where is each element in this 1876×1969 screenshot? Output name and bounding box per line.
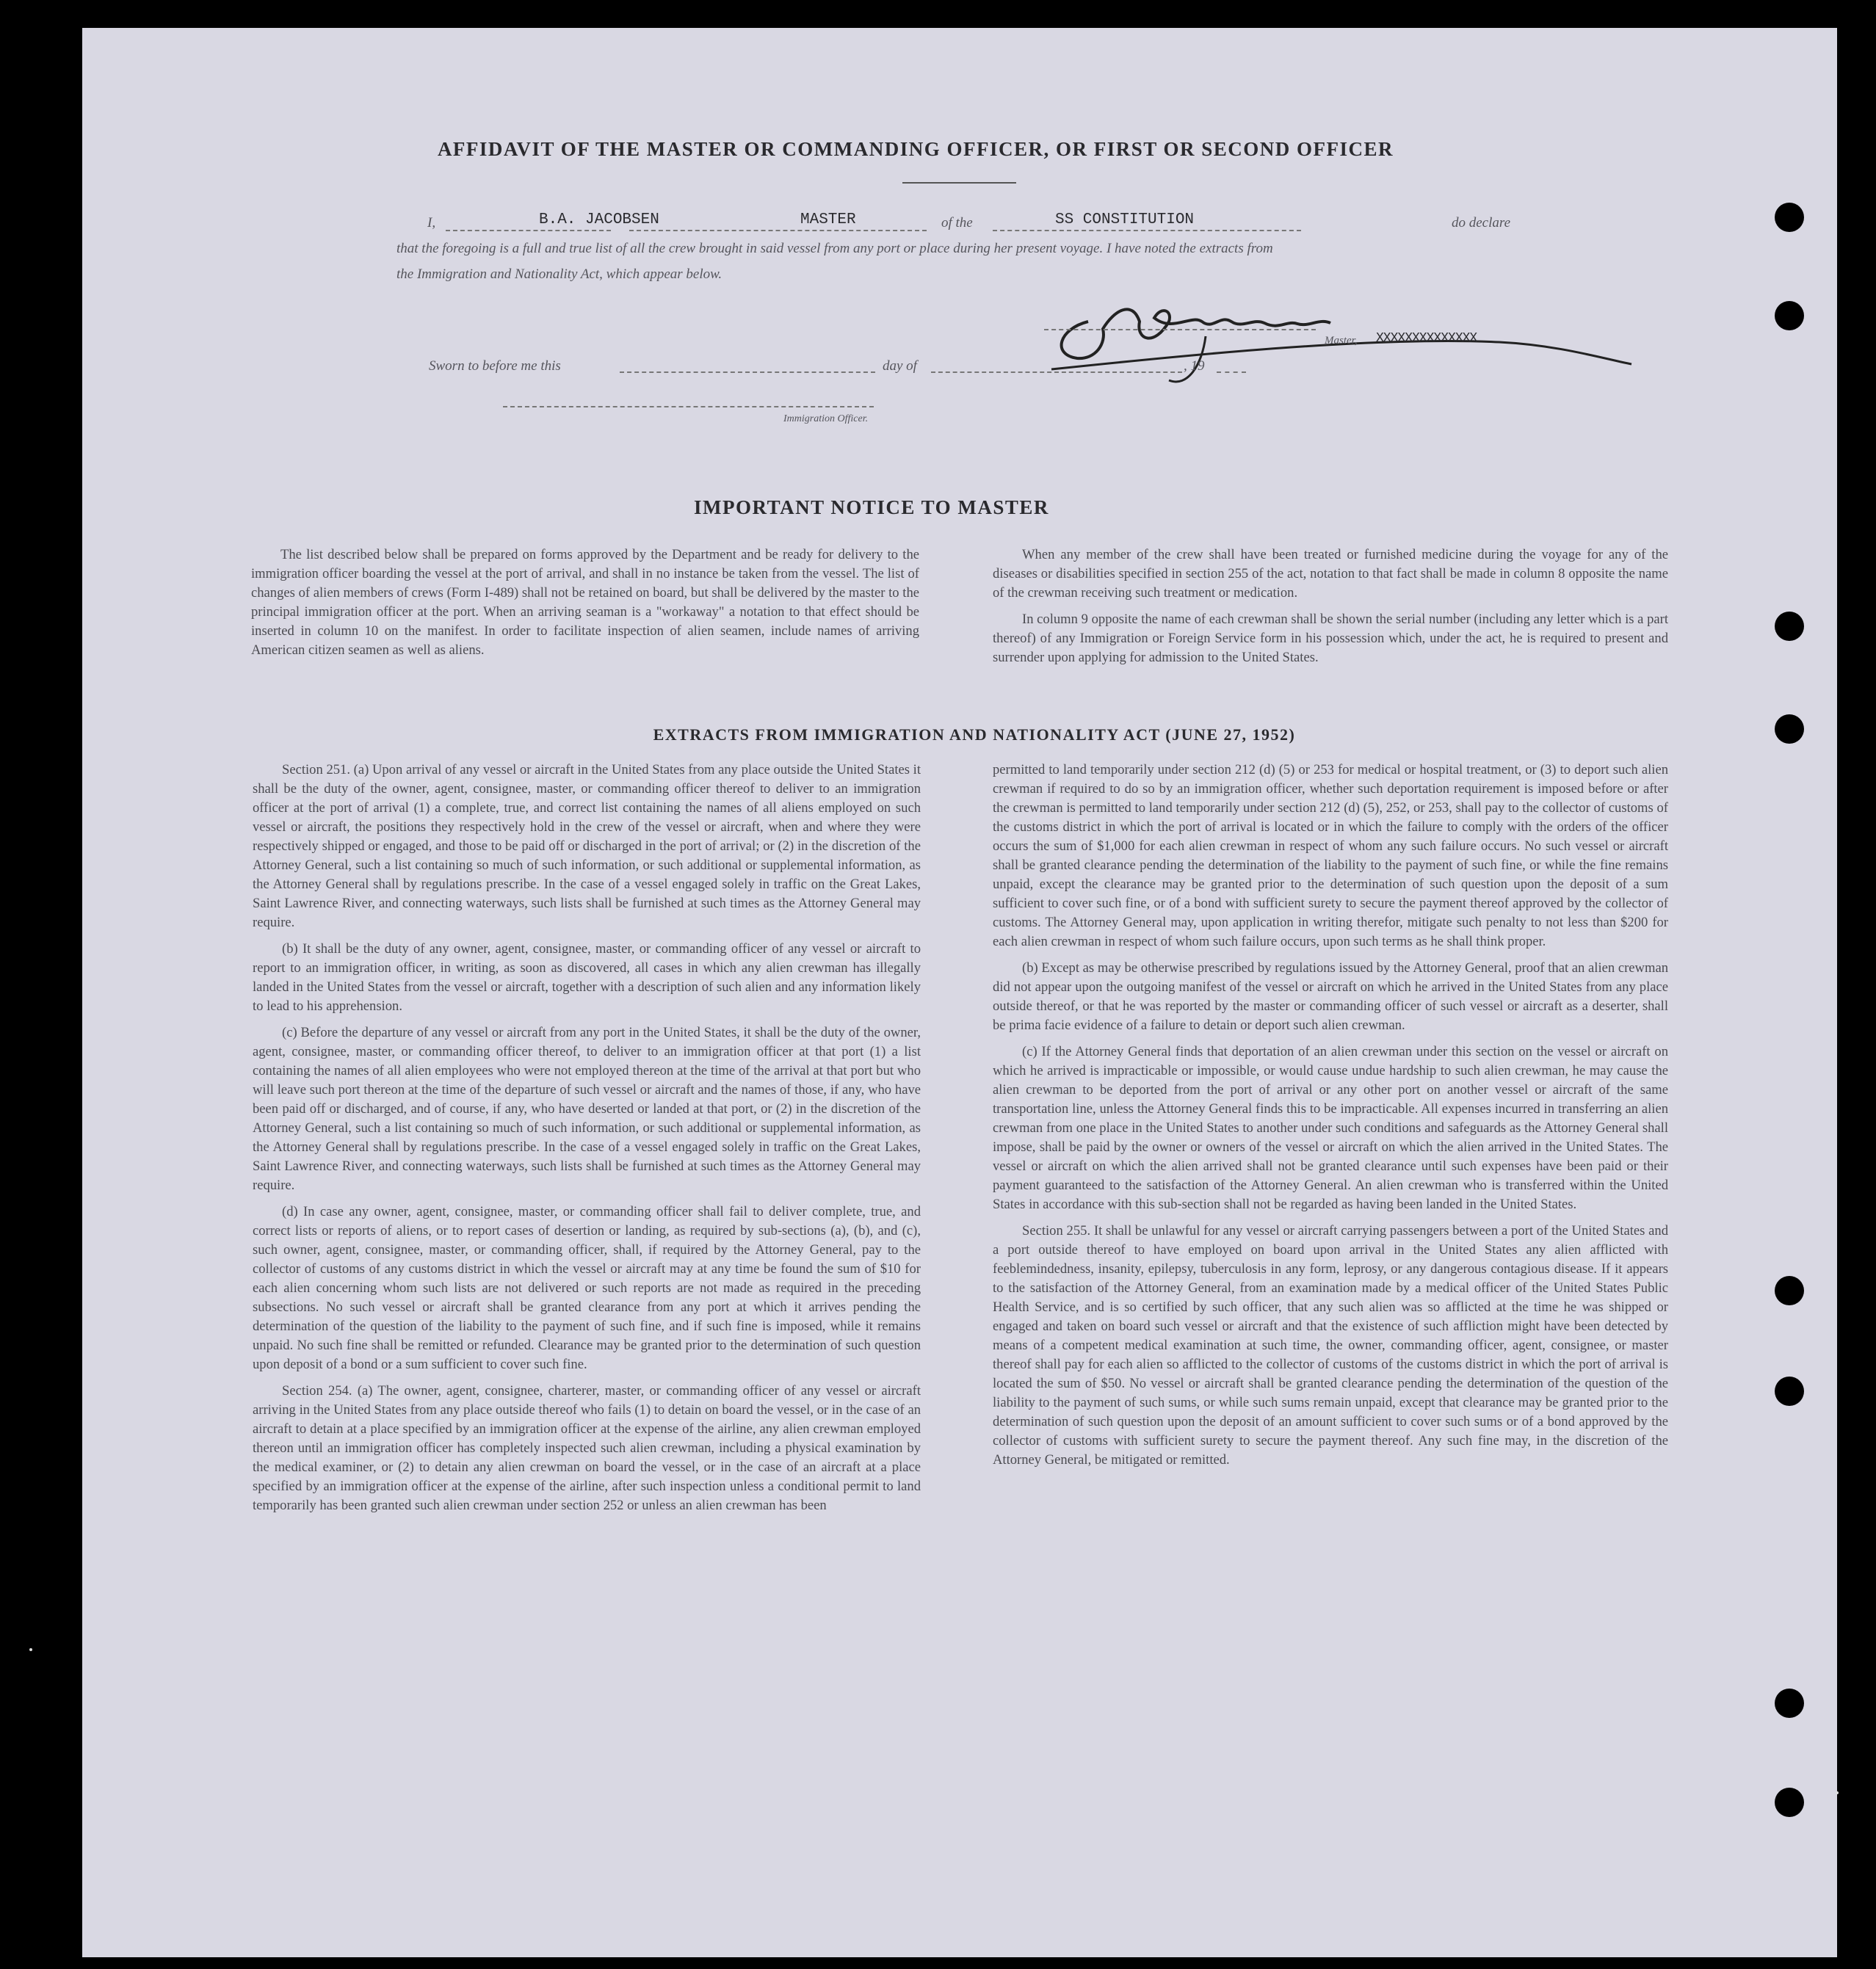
- declaration-line-1: that the foregoing is a full and true list of all the crew brought in said vessel from any port or place during her present voyage. I have noted the extracts from: [396, 241, 1273, 256]
- month-blank: [931, 371, 1182, 373]
- title-underline: [902, 182, 1016, 184]
- sworn-text: Sworn to before me this: [429, 358, 561, 374]
- binder-hole: [1775, 714, 1804, 744]
- binder-hole: [1775, 301, 1804, 330]
- extract-paragraph: Section 254. (a) The owner, agent, consignee, charterer, master, or commanding officer of any vessel or aircraft arriving in the United States from any place outside thereof who fails (1) to detain on board the vessel, or in the case of an aircraft to detain at a place specified by an immigration officer at the expense of the airline, any alien crewman employed thereon until an immigration officer has completely inspected such alien crewman, including a physical examination by the medical examiner, or (2) to detain any alien crewman on board the vessel, or in the case of an aircraft at a place specified by an immigration officer at the expense of the airline, after such inspection unless a conditional permit to land temporarily has been granted such alien crewman under section 252 or unless an alien crewman has been: [253, 1383, 921, 1513]
- extracts-right-column: [993, 761, 1668, 1477]
- extract-paragraph: permitted to land temporarily under section 212 (d) (5) or 253 for medical or hospital treatment, or (3) to deport such alien crewman if required to do so by an immigration officer, whether such deportation requirement is imposed before or after the crewman is permitted to land temporarily under section 212 (d) (5), 252, or 253, shall pay to the collector of customs of the customs district in which the port of arrival is located or in which the failure to comply with the orders of the officer occurs the sum of $1,000 for each alien crewman in respect of whom any such failure occurs. No such vessel or aircraft shall be granted clearance pending the determination of the liability to the payment of such fine, or while the fine remains unpaid, except the clearance may be granted prior to the determination of such question upon the deposit of a sum sufficient to cover such fine, or of a bond with sufficient surety to secure the payment thereof approved by the collector of customs. The Attorney General may, upon application in writing therefor, mitigate such penalty to not less than $200 for each alien crewman in respect of whom such failure occurs, upon such terms as he shall think proper.: [993, 762, 1668, 949]
- extract-paragraph: (b) It shall be the duty of any owner, agent, consignee, master, or commanding officer of any vessel or aircraft to report to an immigration officer, in writing, as soon as discovered, all cases in which any alien crewman has illegally landed in the United States from the vessel or aircraft, together with a description of such alien and any information likely to lead to his apprehension.: [253, 941, 921, 1014]
- notice-paragraph: The list described below shall be prepared on forms approved by the Department and be ready for delivery to the immigration officer boarding the vessel at the port of arrival, and shall in no instance be taken from the vessel. The list of changes of alien members of crews (Form I-489) shall not be retained on board, but shall be delivered by the master to the principal immigration officer at the port. When an arriving seaman is a "workaway" a notation to that effect should be inserted in column 10 on the manifest. In order to facilitate inspection of alien seamen, include names of arriving American citizen seamen as well as aliens.: [251, 547, 919, 658]
- extract-paragraph: (c) If the Attorney General finds that deportation of an alien crewman under this section on the vessel or aircraft on which he arrived is impracticable or impossible, or would cause undue hardship to such alien crewman, he may cause the alien crewman to be deported from the port of arrival or any other port on another vessel or aircraft of the same transportation line, unless the Attorney General finds this to be impracticable. All expenses incurred in transferring an alien crewman from one place in the United States to another under such conditions and safeguards as the Attorney General shall impose, shall be paid by the owner or owners of the vessel or aircraft on which the alien arrived in the United States. The vessel or aircraft on which the alien arrived shall not be granted clearance until such expenses have been paid or their payment guaranteed to the satisfaction of the Attorney General. An alien crewman who is transferred within the United States in accordance with this sub-section shall not be regarded as having been landed in the United States.: [993, 1044, 1668, 1212]
- extracts-title: EXTRACTS FROM IMMIGRATION AND NATIONALITY ACT (JUNE 27, 1952): [653, 725, 1296, 744]
- declaration-line-2: the Immigration and Nationality Act, which appear below.: [396, 266, 722, 282]
- master-rank: MASTER: [800, 211, 856, 228]
- binder-hole: [1775, 1377, 1804, 1406]
- notice-right-column: [993, 545, 1668, 675]
- extracts-left-column: [253, 761, 921, 1523]
- notice-paragraph: In column 9 opposite the name of each crewman shall be shown the serial number (including any letter which is a part thereof) of any Immigration or Foreign Service form in his possession which, under the act, he is required to present and surrender upon applying for admission to the United States.: [993, 612, 1668, 665]
- binder-hole: [1775, 1788, 1804, 1817]
- binder-hole: [1775, 612, 1804, 641]
- notice-title: IMPORTANT NOTICE TO MASTER: [694, 496, 1049, 518]
- binder-hole: [1775, 1689, 1804, 1718]
- scan-speck: [29, 1648, 32, 1651]
- name-blank: [446, 230, 611, 231]
- affidavit-title: AFFIDAVIT OF THE MASTER OR COMMANDING OFFICER, OR FIRST OR SECOND OFFICER: [437, 138, 1394, 160]
- extract-paragraph: (b) Except as may be otherwise prescribed by regulations issued by the Attorney General, proof that an alien crewman did not appear upon the outgoing manifest of the vessel or aircraft on which he arrived in the United States from any place outside thereof, or that he was reported by the master or commanding officer of such vessel or aircraft as a deserter, shall be prima facie evidence of a failure to detain or deport such alien crewman.: [993, 960, 1668, 1033]
- of-the-text: of the: [941, 215, 973, 231]
- struck-title: XXXXXXXXXXXXXX: [1376, 331, 1477, 346]
- master-name: B.A. JACOBSEN: [539, 211, 659, 228]
- binder-hole: [1775, 1276, 1804, 1305]
- day-of-text: day of: [883, 358, 917, 374]
- extract-paragraph: (d) In case any owner, agent, consignee, master, or commanding officer shall fail to deliver complete, true, and correct lists or reports of aliens, or to report cases of desertion or landing, as required by sub-sections (a), (b), and (c), such owner, agent, consignee, master, or commanding officer, shall, if required by the Attorney General, pay to the collector of customs of any customs district in which the vessel or aircraft may at any time be found the sum of $10 for each alien concerning whom such lists are not delivered or such reports are not made as required in the preceding subsections. No such vessel or aircraft shall be granted clearance from any port at which it arrives pending the determination of the question of the liability to the payment of such fine, and if such fine is imposed, while it remains unpaid. No such fine shall be remitted or refunded. Clearance may be granted prior to the determination of such question upon deposit of a bond or a sum sufficient to cover such fine.: [253, 1204, 921, 1372]
- vessel-blank: [993, 230, 1301, 231]
- master-label: Master,: [1325, 335, 1358, 347]
- vessel-name: SS CONSTITUTION: [1055, 211, 1195, 228]
- do-declare-text: do declare: [1452, 215, 1511, 231]
- binder-hole: [1775, 203, 1804, 232]
- year-blank: [1217, 371, 1246, 373]
- year-prefix-text: , 19: [1184, 358, 1205, 374]
- extract-paragraph: Section 255. It shall be unlawful for any vessel or aircraft carrying passengers between a port of the United States and a port outside thereof to have employed on board upon arrival in the United States any alien afflicted with feeblemindedness, insanity, epilepsy, tuberculosis in any form, leprosy, or any dangerous contagious disease. If it appears to the satisfaction of the Attorney General, from an examination made by a medical officer of the United States Public Health Service, and is so certified by such officer, that any such alien was so afflicted at the time he was shipped or engaged and taken on board such vessel or aircraft and that the existence of such affliction might have been detected by means of a competent medical examination at such time, the owner, commanding officer, agent, consignee, or master thereof shall pay for each alien so afflicted to the collector of customs of the customs district in which the port of arrival is located the sum of $50. No vessel or aircraft shall be granted clearance pending the determination of the question of the liability to the payment of such sums, or while such sums remain unpaid, except that clearance may be granted prior to the determination of such question upon the deposit of an amount sufficient to cover such sums or of a bond approved by the collector of customs with sufficient surety to secure the payment thereof. Any such fine may, in the discretion of the Attorney General, be mitigated or remitted.: [993, 1223, 1668, 1468]
- extract-paragraph: Section 251. (a) Upon arrival of any vessel or aircraft in the United States from any place outside the United States it shall be the duty of the owner, agent, consignee, master, or commanding officer thereof to deliver to an immigration officer at the port of arrival (1) a complete, true, and correct list containing the names of all aliens employed on such vessel or aircraft, the positions they respectively hold in the crew of the vessel or aircraft, when and where they were respectively shipped or engaged, and those to be paid off or discharged in the port of arrival; or (2) in the discretion of the Attorney General, such a list containing so much of such information, or such additional or supplemental information, as the Attorney General shall by regulations prescribe. In the case of a vessel engaged solely in traffic on the Great Lakes, Saint Lawrence River, and connecting waterways, such lists shall be furnished at such times as the Attorney General may require.: [253, 762, 921, 930]
- document-page: [82, 28, 1837, 1957]
- officer-blank: [503, 406, 874, 407]
- officer-label: Immigration Officer.: [783, 413, 869, 424]
- prefix-i: I,: [427, 215, 436, 231]
- notice-left-column: [251, 545, 919, 667]
- extract-paragraph: (c) Before the departure of any vessel or aircraft from any port in the United States, it shall be the duty of the owner, agent, consignee, master, or commanding officer thereof, to deliver to an immigration officer at that port (1) a list containing the names of all alien employees who were not employed thereon at the time of the arrival at that port but who will leave such port thereon at the time of the departure of such vessel or aircraft and the names of those, if any, who have been paid off or discharged, and of course, if any, who have deserted or landed at that port, or (2) in the discretion of the Attorney General, such a list containing so much of such information, or such additional or supplemental information, as the Attorney General shall by regulations prescribe. In the case of a vessel engaged solely in traffic on the Great Lakes, Saint Lawrence River, and connecting waterways, such lists shall be furnished at such times as the Attorney General may require.: [253, 1025, 921, 1193]
- scan-speck: [1836, 1791, 1839, 1794]
- notice-paragraph: When any member of the crew shall have been treated or furnished medicine during the voyage for any of the diseases or disabilities specified in section 255 of the act, notation to that fact shall be made in column 8 opposite the name of the crewman receiving such treatment or medication.: [993, 547, 1668, 601]
- signature-blank: [1044, 329, 1316, 330]
- day-blank: [620, 371, 875, 373]
- rank-blank: [629, 230, 927, 231]
